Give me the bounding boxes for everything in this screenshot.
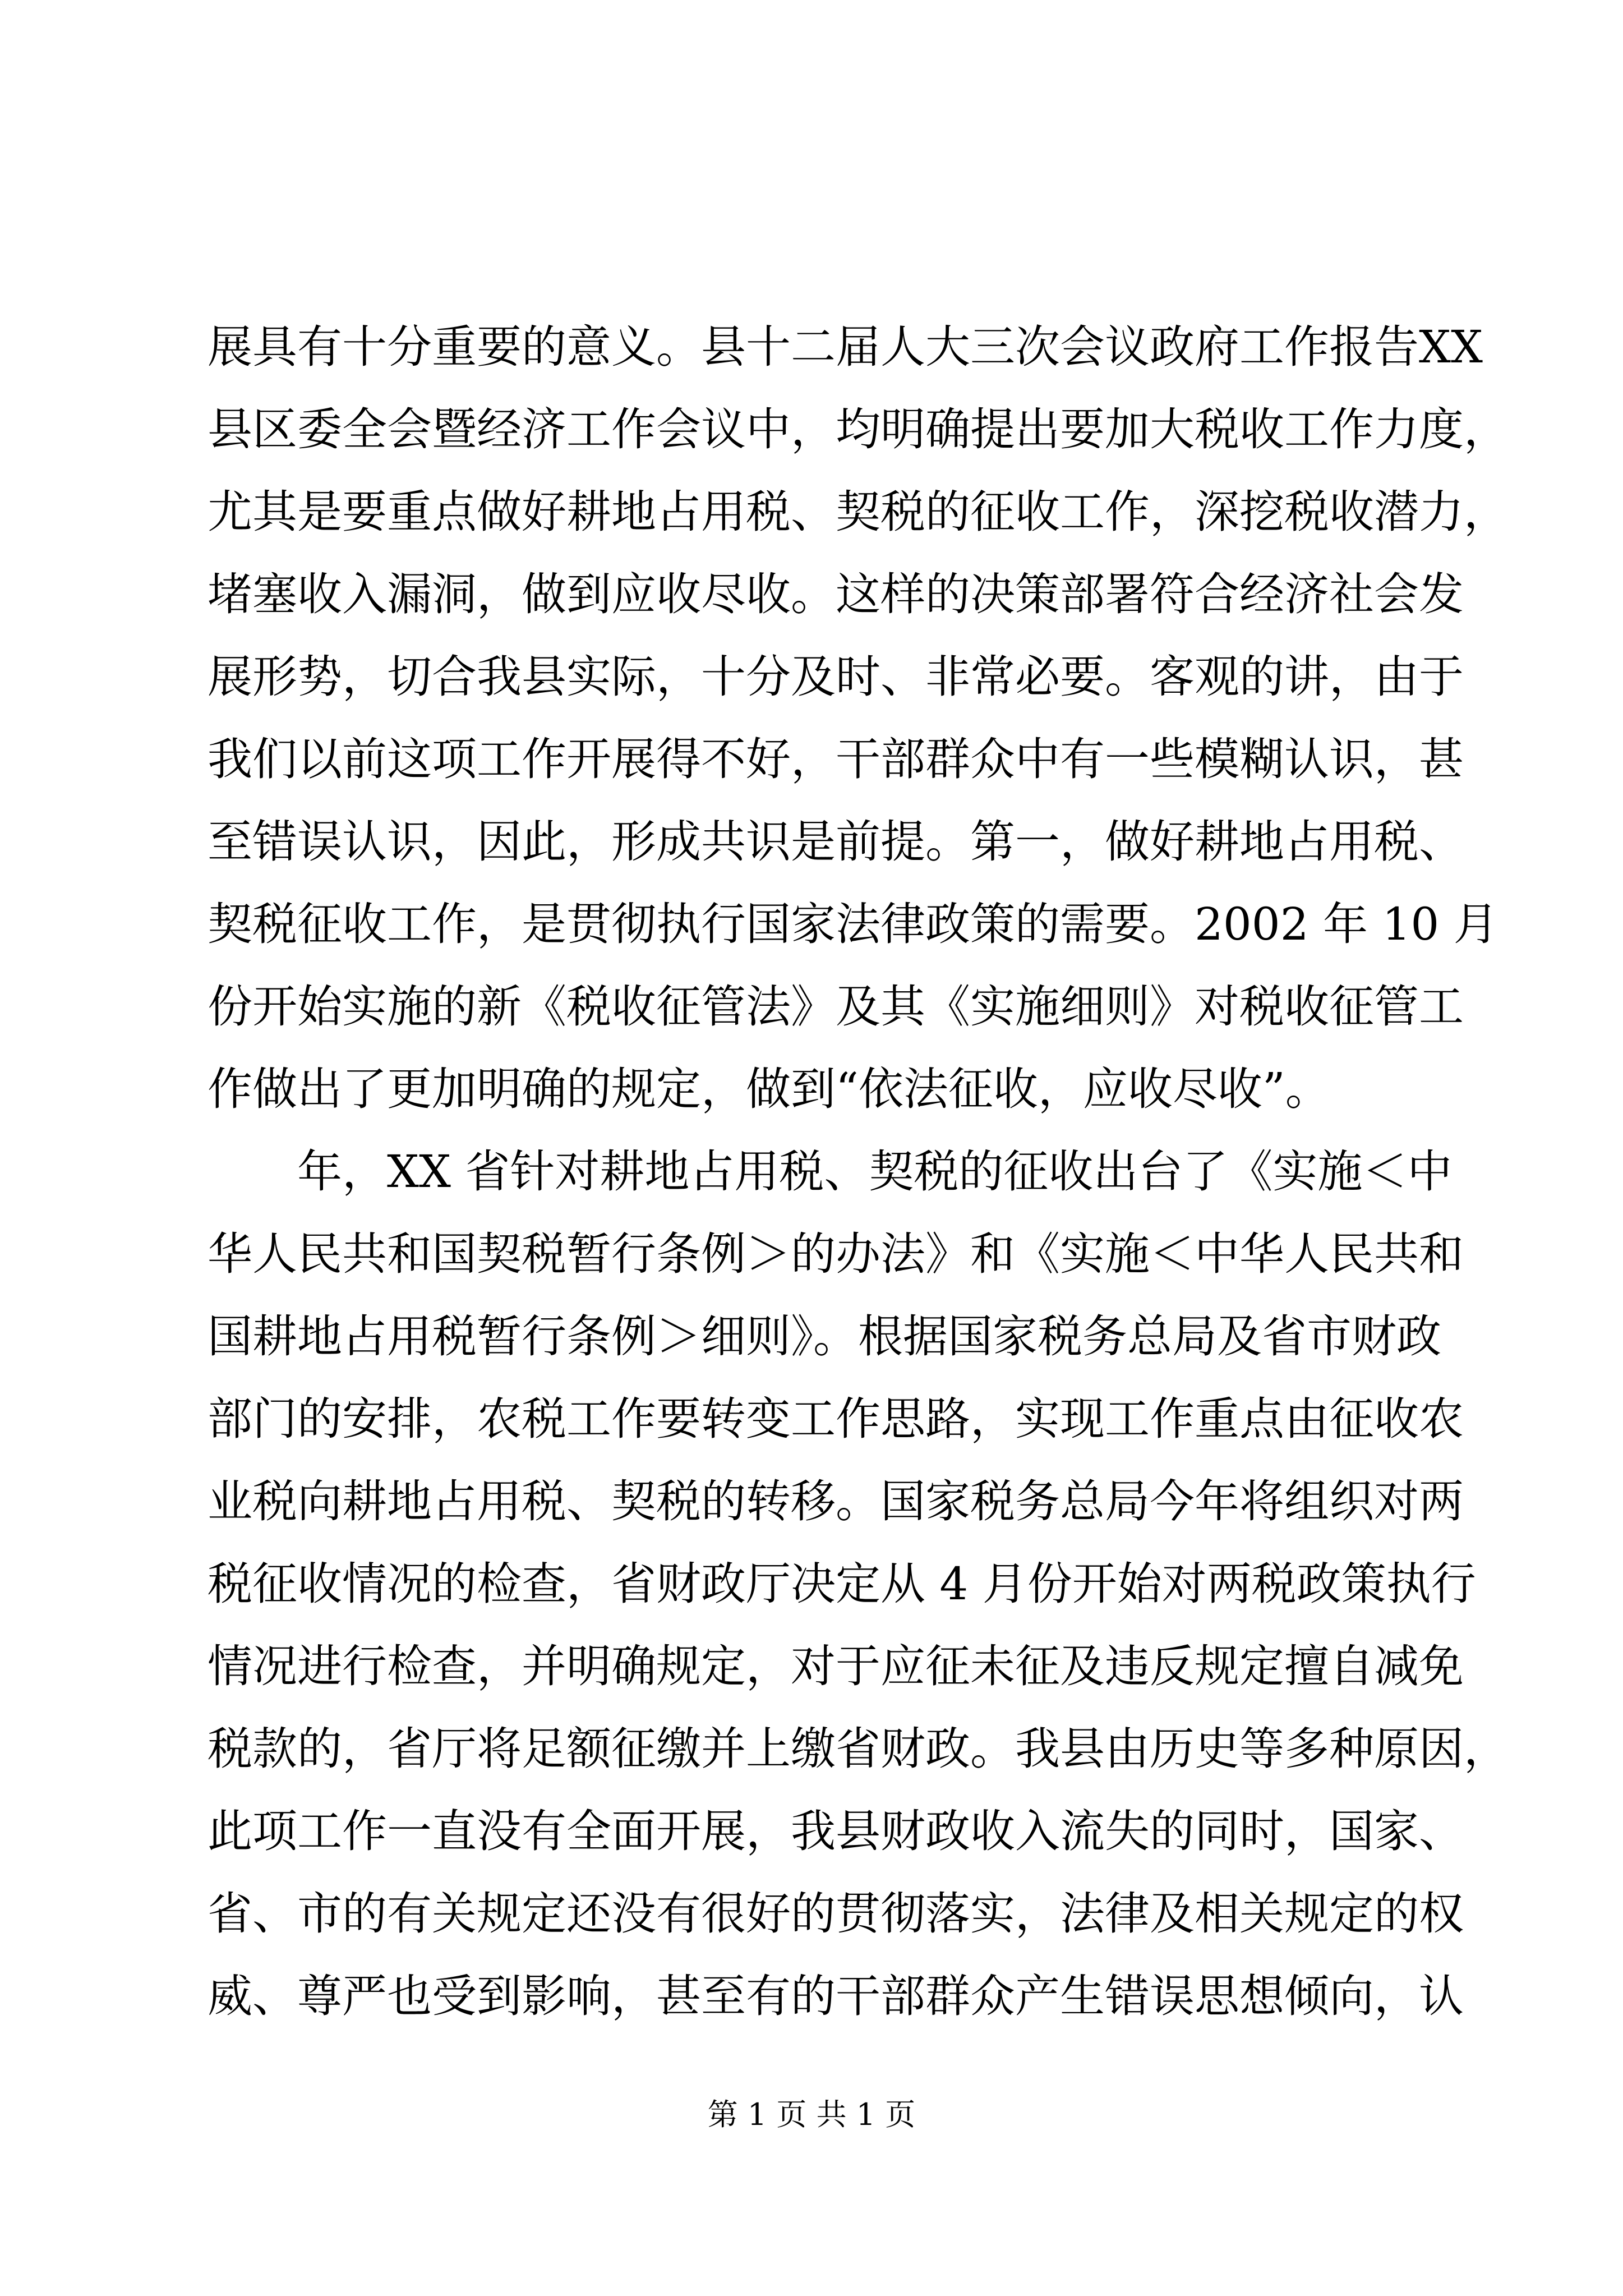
text-line: 税款的，省厅将足额征缴并上缴省财政。我县由历史等多种原因， [208,1723,1509,1775]
text-line: 情况进行检查，并明确规定，对于应征未征及违反规定擅自减免 [208,1640,1464,1692]
text-line: 展具有十分重要的意义。县十二届人大三次会议政府工作报告XX [208,321,1483,373]
text-line: 作做出了更加明确的规定，做到“依法征收，应收尽收”。 [208,1063,1330,1115]
text-line: 国耕地占用税暂行条例＞细则》。根据国家税务总局及省市财政 [208,1310,1441,1363]
paragraph-1 [208,306,1509,1130]
text-line: 契税征收工作，是贯彻执行国家法律政策的需要。2002 年 10 月 [208,898,1498,950]
text-line: 至错误认识，因此，形成共识是前提。第一，做好耕地占用税、 [208,816,1464,868]
text-line: 我们以前这项工作开展得不好，干部群众中有一些模糊认识，甚 [208,733,1464,785]
document-body [208,306,1509,2037]
text-line: 份开始实施的新《税收征管法》及其《实施细则》对税收征管工 [208,981,1464,1033]
text-line: 此项工作一直没有全面开展，我县财政收入流失的同时，国家、 [208,1805,1464,1857]
paragraph-2 [208,1130,1509,2037]
page-number: 第 1 页 共 1 页 [707,2097,916,2132]
text-line: 业税向耕地占用税、契税的转移。国家税务总局今年将组织对两 [208,1475,1464,1527]
page-footer [0,2095,1623,2134]
text-line: 华人民共和国契税暂行条例＞的办法》和《实施＜中华人民共和 [208,1228,1464,1280]
text-line: 堵塞收入漏洞，做到应收尽收。这样的决策部署符合经济社会发 [208,568,1464,620]
text-line: 县区委全会暨经济工作会议中，均明确提出要加大税收工作力度， [208,403,1509,455]
text-line: 尤其是要重点做好耕地占用税、契税的征收工作，深挖税收潜力， [208,486,1509,538]
text-line: 部门的安排，农税工作要转变工作思路，实现工作重点由征收农 [208,1393,1464,1445]
text-line: 税征收情况的检查，省财政厅决定从 4 月份开始对两税政策执行 [208,1558,1476,1610]
text-line: 省、市的有关规定还没有很好的贯彻落实，法律及相关规定的权 [208,1888,1464,1940]
text-line: 展形势，切合我县实际，十分及时、非常必要。客观的讲，由于 [208,651,1464,703]
text-line: 年，XX 省针对耕地占用税、契税的征收出台了《实施＜中 [297,1145,1453,1198]
text-line: 威、尊严也受到影响，甚至有的干部群众产生错误思想倾向，认 [208,1970,1464,2022]
